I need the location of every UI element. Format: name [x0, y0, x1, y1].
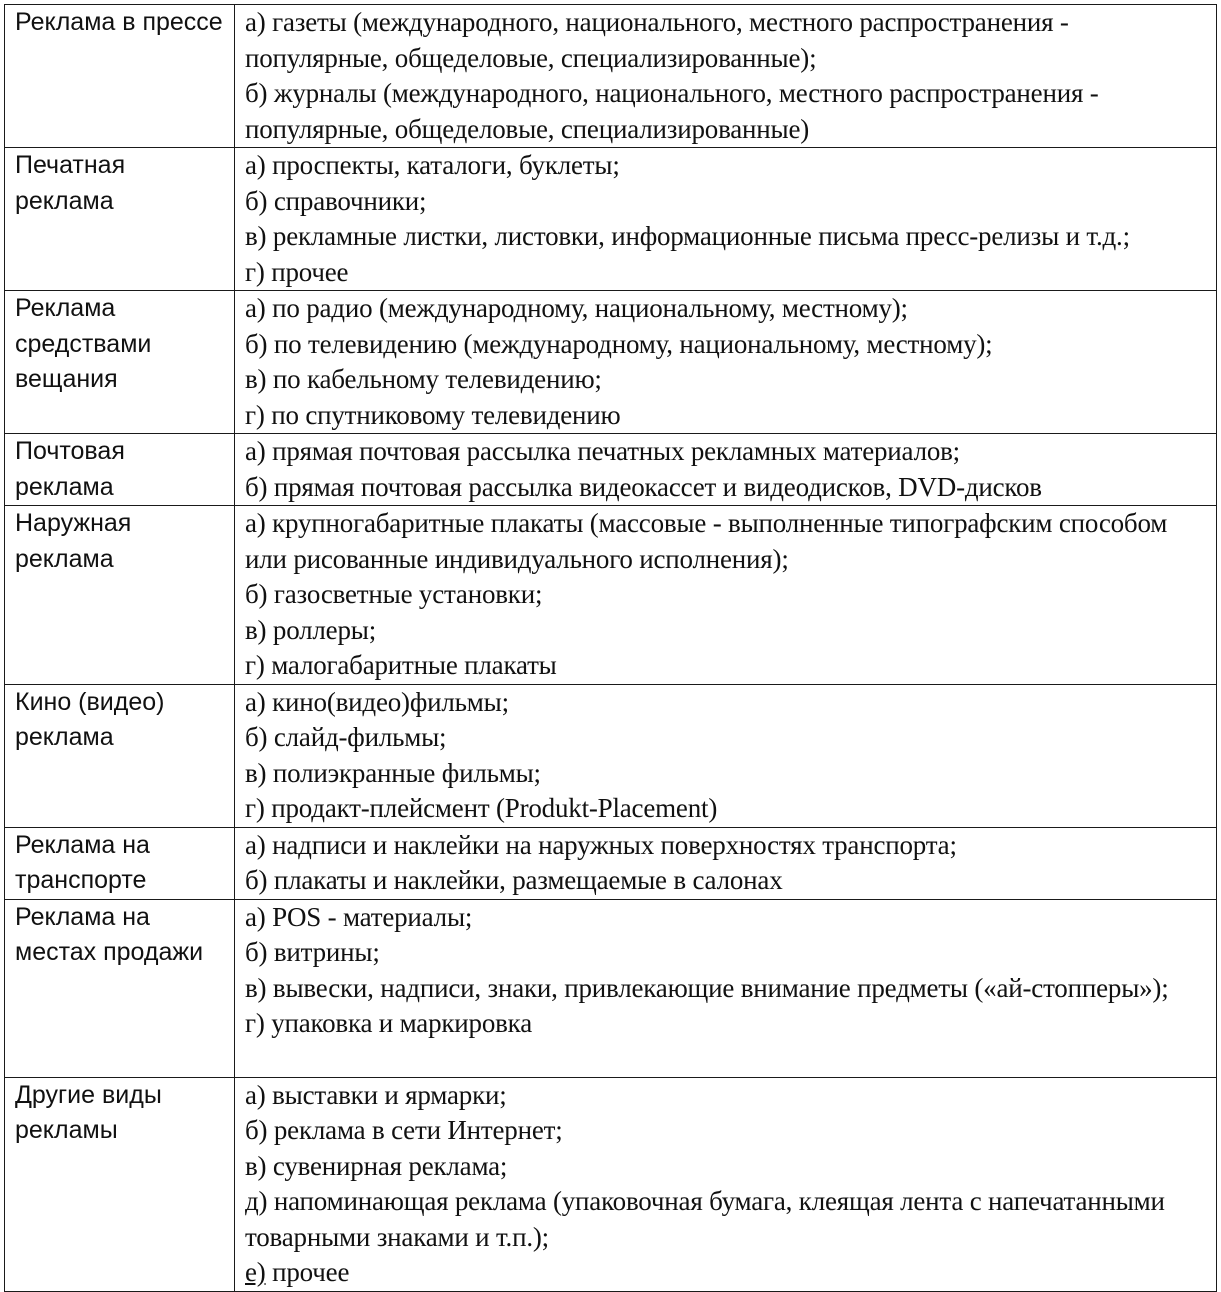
list-item: б) слайд-фильмы; [245, 722, 447, 752]
items-cell [235, 827, 1217, 899]
table-row [5, 506, 1217, 685]
category-cell [5, 506, 235, 685]
list-item: а) кино(видео)фильмы; [245, 686, 509, 717]
category-label: Реклама в прессе [15, 8, 223, 36]
list-item: г) малогабаритные плакаты [245, 650, 557, 680]
category-cell [5, 5, 235, 148]
category-cell [5, 1077, 235, 1291]
list-item-last: е) прочее [245, 1257, 350, 1287]
table-row [5, 1077, 1217, 1291]
list-item: г) прочее [245, 256, 349, 287]
items-cell [235, 434, 1217, 506]
table-row [5, 684, 1217, 827]
advertising-types-table [4, 4, 1217, 1292]
list-item: г) по спутниковому телевидению [245, 399, 621, 430]
category-cell [5, 434, 235, 506]
list-item: б) реклама в сети Интернет; [245, 1115, 563, 1145]
items-cell [235, 1077, 1217, 1291]
list-item: б) плакаты и наклейки, размещаемые в салонах [245, 865, 783, 895]
list-item: г) упаковка и маркировка [245, 1008, 532, 1038]
table-row [5, 291, 1217, 434]
list-item: а) выставки и ярмарки; [245, 1079, 507, 1110]
list-item: а) прямая почтовая рассылка печатных рекламных материалов; [245, 436, 960, 466]
category-label: Кино (видео) реклама [15, 687, 165, 751]
list-item: б) справочники; [245, 185, 427, 216]
items-cell [235, 148, 1217, 291]
category-cell [5, 827, 235, 899]
table-row [5, 5, 1217, 148]
category-label: Почтовая реклама [15, 437, 125, 501]
category-label: Другие виды рекламы [15, 1080, 162, 1144]
category-cell [5, 899, 235, 1077]
table-row [5, 827, 1217, 899]
table-row [5, 434, 1217, 506]
items-cell [235, 291, 1217, 434]
list-item: в) полиэкранные фильмы; [245, 757, 541, 788]
list-item: в) вывески, надписи, знаки, привлекающие внимание предметы («ай-стопперы»); [245, 972, 1169, 1003]
list-item: а) крупногабаритные плакаты (массовые - выполненные типографским способом или рисованные индивидуального исполнения); [245, 508, 1168, 574]
category-label: Реклама средствами вещания [15, 294, 152, 393]
list-item: д) напоминающая реклама (упаковочная бумага, клеящая лента с напечатанными товарными знаками и т.п.); [245, 1186, 1165, 1252]
items-cell [235, 899, 1217, 1077]
list-item: а) надписи и наклейки на наружных поверхностях транспорта; [245, 829, 957, 860]
list-item: а) проспекты, каталоги, буклеты; [245, 150, 620, 180]
list-item: а) POS - материалы; [245, 901, 473, 932]
list-item: а) газеты (международного, национального, местного распространения - популярные, общеделовые, специализированные); [245, 7, 1069, 73]
items-cell [235, 684, 1217, 827]
category-cell [5, 291, 235, 434]
category-label: Реклама на местах продажи [15, 902, 204, 966]
table-row [5, 899, 1217, 1077]
list-item: б) журналы (международного, национального, местного распространения - популярные, общеделовые, специализированные) [245, 78, 1099, 144]
list-item: б) по телевидению (международному, национальному, местному); [245, 328, 993, 359]
list-item: в) сувенирная реклама; [245, 1150, 508, 1181]
items-cell [235, 506, 1217, 685]
list-item: в) рекламные листки, листовки, информационные письма пресс-релизы и т.д.; [245, 221, 1130, 251]
table-row [5, 148, 1217, 291]
category-label: Печатная реклама [15, 151, 126, 215]
category-cell [5, 684, 235, 827]
category-label: Наружная реклама [15, 509, 132, 573]
list-item: г) продакт-плейсмент (Produkt-Placement) [245, 793, 718, 823]
list-item: в) по кабельному телевидению; [245, 364, 602, 394]
list-item: б) витрины; [245, 937, 380, 967]
list-item: в) роллеры; [245, 614, 377, 645]
category-cell [5, 148, 235, 291]
list-item: б) прямая почтовая рассылка видеокассет и видеодисков, DVD-дисков [245, 471, 1042, 502]
category-label: Реклама на транспорте [15, 830, 150, 894]
list-item: б) газосветные установки; [245, 579, 543, 609]
list-item: а) по радио (международному, национальному, местному); [245, 293, 908, 323]
items-cell [235, 5, 1217, 148]
